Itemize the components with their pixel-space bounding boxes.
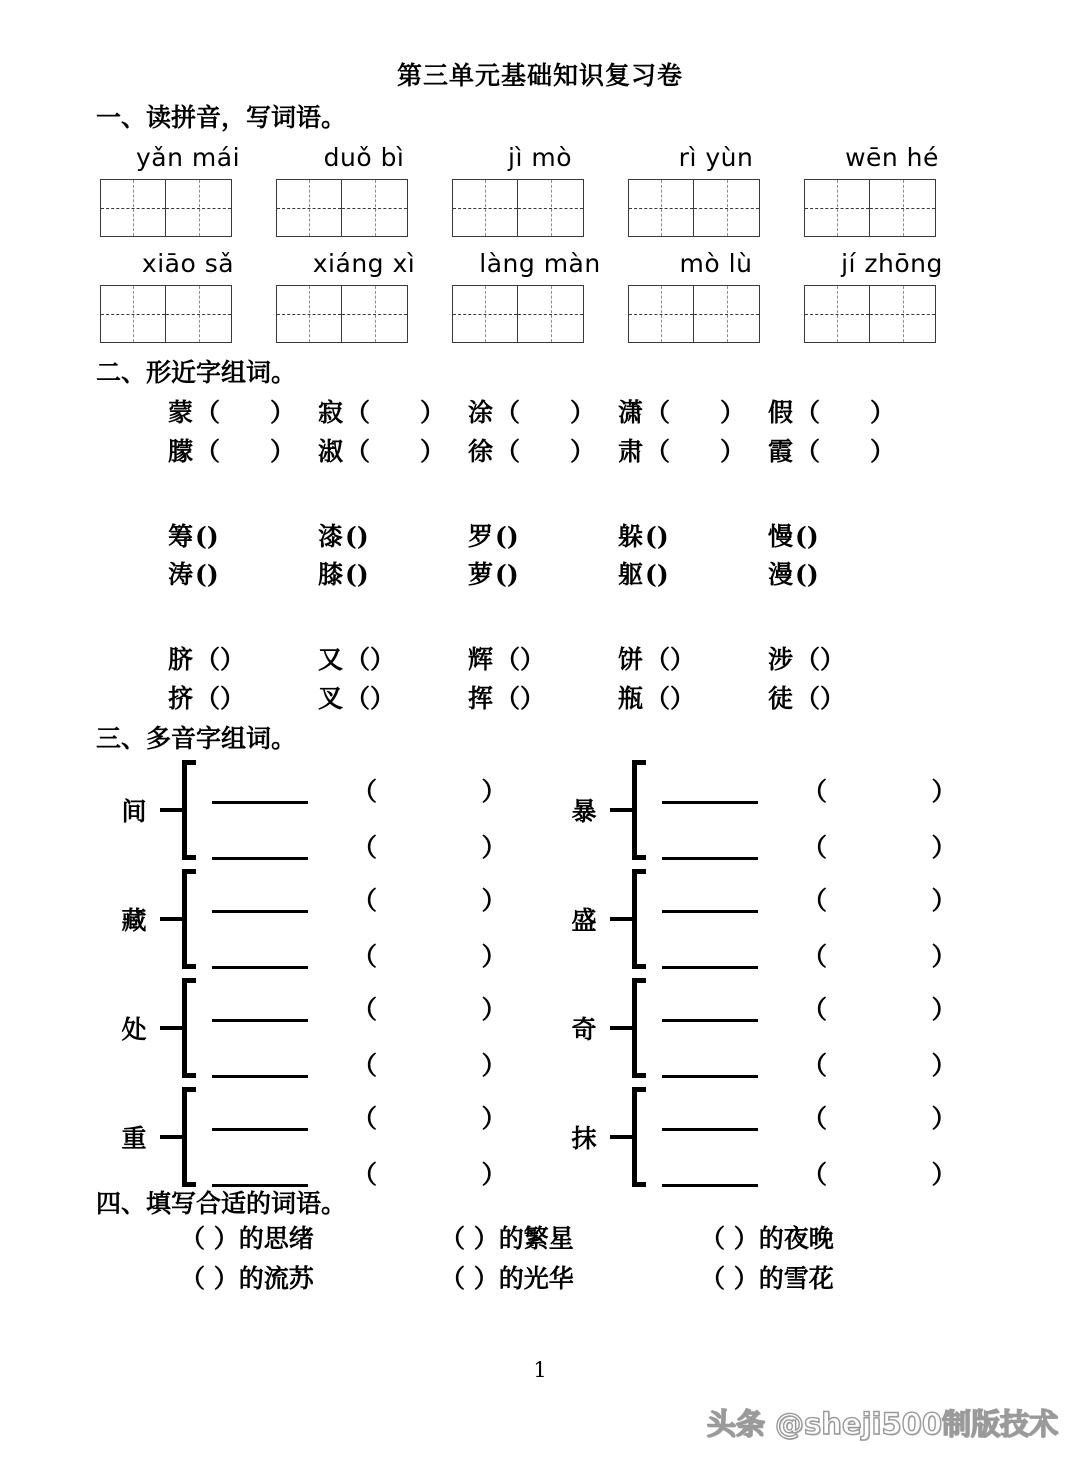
paren-close: ） bbox=[520, 683, 546, 713]
paren-open: ( bbox=[345, 521, 357, 551]
paren-close: ） bbox=[570, 436, 596, 466]
word-paren[interactable]: （ ） bbox=[352, 942, 507, 972]
similar-char-item[interactable] bbox=[468, 680, 618, 719]
tianzige-square[interactable] bbox=[694, 286, 759, 342]
tianzige-square[interactable] bbox=[805, 286, 870, 342]
similar-char-item[interactable] bbox=[168, 518, 318, 557]
word-paren[interactable]: （ ） bbox=[352, 995, 507, 1025]
similar-char-item[interactable] bbox=[768, 641, 918, 680]
similar-char-item[interactable] bbox=[318, 556, 468, 595]
bracket-stem bbox=[160, 917, 182, 921]
polyphone-char: 盛 bbox=[571, 906, 597, 936]
section-2-heading: 二、形近字组词。 bbox=[96, 357, 297, 387]
polyphone-char: 暴 bbox=[571, 797, 597, 827]
char-label: 朦 bbox=[168, 436, 194, 466]
bracket-icon bbox=[182, 760, 196, 860]
polyphone-answer-line[interactable] bbox=[212, 1034, 558, 1081]
tianzige-box[interactable] bbox=[100, 285, 232, 343]
bracket-stem bbox=[610, 1135, 632, 1139]
similar-char-item[interactable] bbox=[768, 680, 918, 719]
watermark: 头条 @sheji500制版技术 bbox=[706, 1407, 1058, 1441]
word-paren[interactable]: （ ） bbox=[802, 886, 957, 916]
page-number: 1 bbox=[533, 1358, 547, 1382]
tianzige-row-1 bbox=[100, 179, 980, 243]
tianzige-square[interactable] bbox=[518, 180, 583, 236]
char-label: 蒙 bbox=[168, 398, 194, 427]
paren-open: ( bbox=[195, 521, 207, 551]
fill-word-item[interactable]: （ ）的流苏 bbox=[180, 1264, 314, 1293]
paren-open: ( bbox=[345, 560, 357, 590]
polyphone-answer-line[interactable] bbox=[662, 760, 1008, 807]
paren-close: ） bbox=[520, 645, 546, 674]
paren-open: （ bbox=[795, 683, 821, 713]
similar-char-item[interactable] bbox=[468, 556, 618, 595]
section-1-body bbox=[0, 137, 1080, 349]
pinyin-blank[interactable] bbox=[662, 774, 758, 804]
polyphone-answer-line[interactable] bbox=[212, 1087, 558, 1134]
polyphone-char: 间 bbox=[121, 797, 147, 827]
tianzige-cell[interactable] bbox=[628, 179, 804, 237]
similar-char-item[interactable] bbox=[468, 394, 618, 433]
polyphone-unit[interactable] bbox=[558, 865, 1008, 974]
polyphone-answer-line[interactable] bbox=[662, 816, 1008, 863]
word-paren[interactable]: （ ） bbox=[352, 777, 507, 807]
similar-char-item[interactable] bbox=[468, 641, 618, 680]
similar-char-row[interactable] bbox=[168, 556, 1080, 595]
fill-word-row[interactable] bbox=[180, 1219, 1080, 1259]
paren-close: ) bbox=[806, 560, 819, 590]
char-label: 又 bbox=[318, 645, 344, 674]
paren-open: （ bbox=[345, 645, 371, 674]
word-paren[interactable]: （ ） bbox=[352, 886, 507, 916]
polyphone-row bbox=[108, 1083, 1008, 1192]
word-paren[interactable]: （ ） bbox=[802, 1160, 957, 1190]
tianzige-square[interactable] bbox=[629, 286, 694, 342]
tianzige-cell[interactable] bbox=[804, 179, 980, 237]
paren-open: （ bbox=[645, 683, 671, 713]
similar-char-item[interactable] bbox=[618, 394, 768, 433]
bracket-icon bbox=[632, 1087, 646, 1187]
char-label: 寂 bbox=[318, 398, 344, 427]
pinyin-blank[interactable] bbox=[212, 1157, 308, 1187]
similar-char-item[interactable] bbox=[168, 641, 318, 680]
section-3-heading: 三、多音字组词。 bbox=[96, 723, 297, 753]
char-label: 萝 bbox=[468, 560, 494, 590]
pinyin-blank[interactable] bbox=[212, 1101, 308, 1131]
paren-open: （ bbox=[795, 398, 821, 427]
paren-open: （ bbox=[195, 436, 221, 466]
bracket-icon bbox=[632, 760, 646, 860]
paren-close: ) bbox=[656, 560, 669, 590]
char-label: 涉 bbox=[768, 645, 794, 674]
paren-open: ( bbox=[645, 521, 657, 551]
pinyin-blank[interactable] bbox=[662, 1101, 758, 1131]
paren-close: ） bbox=[220, 645, 246, 674]
paren-close: ) bbox=[356, 560, 369, 590]
word-paren[interactable]: （ ） bbox=[802, 995, 957, 1025]
similar-char-item[interactable] bbox=[618, 556, 768, 595]
bracket-stem bbox=[160, 1026, 182, 1030]
similar-char-item[interactable] bbox=[318, 433, 468, 472]
polyphone-answer-line[interactable] bbox=[212, 1143, 558, 1190]
paren-open: （ bbox=[495, 683, 521, 713]
polyphone-row bbox=[108, 974, 1008, 1083]
char-label: 挤 bbox=[168, 683, 194, 713]
bracket-stem bbox=[160, 1135, 182, 1139]
pinyin-row-2 bbox=[100, 243, 980, 285]
paren-close: ） bbox=[270, 398, 296, 427]
paren-close: ） bbox=[670, 645, 696, 674]
pinyin-blank[interactable] bbox=[662, 939, 758, 969]
polyphone-answers bbox=[196, 1087, 558, 1190]
paren-close: ） bbox=[720, 436, 746, 466]
char-label: 瓶 bbox=[618, 683, 644, 713]
polyphone-answer-line[interactable] bbox=[662, 925, 1008, 972]
polyphone-answer-line[interactable] bbox=[662, 978, 1008, 1025]
paren-open: ( bbox=[195, 560, 207, 590]
pinyin-blank[interactable] bbox=[212, 1048, 308, 1078]
paren-open: （ bbox=[195, 398, 221, 427]
fill-word-item[interactable]: （ ）的思绪 bbox=[180, 1224, 314, 1253]
char-label: 涛 bbox=[168, 560, 194, 590]
polyphone-answer-line[interactable] bbox=[212, 925, 558, 972]
fill-word-item[interactable]: （ ）的繁星 bbox=[440, 1224, 574, 1253]
paren-open: （ bbox=[645, 645, 671, 674]
pinyin-label: wēn hé bbox=[845, 143, 939, 173]
polyphone-unit[interactable] bbox=[108, 865, 558, 974]
tianzige-square[interactable] bbox=[101, 286, 166, 342]
tianzige-cell[interactable] bbox=[452, 179, 628, 237]
similar-char-item[interactable] bbox=[468, 433, 618, 472]
paren-open: （ bbox=[495, 645, 521, 674]
polyphone-unit[interactable] bbox=[108, 756, 558, 865]
char-label: 罗 bbox=[468, 521, 494, 551]
polyphone-answers bbox=[196, 760, 558, 863]
tianzige-square[interactable] bbox=[453, 180, 518, 236]
tianzige-square[interactable] bbox=[694, 180, 759, 236]
polyphone-answers bbox=[646, 760, 1008, 863]
pinyin-label: jì mò bbox=[508, 143, 572, 173]
tianzige-square[interactable] bbox=[166, 180, 231, 236]
similar-char-item[interactable] bbox=[618, 641, 768, 680]
paren-close: ） bbox=[220, 683, 246, 713]
tianzige-square[interactable] bbox=[342, 180, 407, 236]
char-label: 慢 bbox=[768, 521, 794, 551]
polyphone-answers bbox=[196, 869, 558, 972]
tianzige-cell[interactable] bbox=[100, 179, 276, 237]
char-label: 漆 bbox=[318, 521, 344, 551]
similar-char-item[interactable] bbox=[318, 641, 468, 680]
char-label: 辉 bbox=[468, 645, 494, 674]
similar-char-item[interactable] bbox=[168, 394, 318, 433]
similar-char-item[interactable] bbox=[768, 394, 918, 433]
pinyin-blank[interactable] bbox=[212, 939, 308, 969]
section-1-heading: 一、读拼音，写词语。 bbox=[96, 102, 347, 132]
fill-word-item[interactable]: （ ）的光华 bbox=[440, 1264, 574, 1293]
tianzige-box[interactable] bbox=[628, 285, 760, 343]
polyphone-row bbox=[108, 865, 1008, 974]
bracket-icon bbox=[182, 1087, 196, 1187]
paren-open: ( bbox=[795, 521, 807, 551]
pinyin-label: rì yùn bbox=[678, 143, 754, 173]
pinyin-blank[interactable] bbox=[662, 883, 758, 913]
char-label: 漫 bbox=[768, 560, 794, 590]
polyphone-unit[interactable] bbox=[108, 1083, 558, 1192]
tianzige-square[interactable] bbox=[453, 286, 518, 342]
similar-char-row[interactable] bbox=[168, 518, 1080, 557]
polyphone-unit[interactable] bbox=[108, 974, 558, 1083]
similar-char-item[interactable] bbox=[168, 680, 318, 719]
polyphone-unit[interactable] bbox=[558, 1083, 1008, 1192]
paren-open: （ bbox=[645, 398, 671, 427]
tianzige-square[interactable] bbox=[166, 286, 231, 342]
paren-open: （ bbox=[195, 683, 221, 713]
word-paren[interactable]: （ ） bbox=[352, 1051, 507, 1081]
polyphone-char: 重 bbox=[121, 1124, 147, 1154]
polyphone-row bbox=[108, 756, 1008, 865]
paren-close: ） bbox=[370, 645, 396, 674]
paren-open: （ bbox=[795, 436, 821, 466]
paren-open: （ bbox=[345, 398, 371, 427]
pinyin-blank[interactable] bbox=[662, 1048, 758, 1078]
char-label: 淑 bbox=[318, 436, 344, 466]
tianzige-cell[interactable] bbox=[452, 285, 628, 343]
pinyin-blank[interactable] bbox=[212, 830, 308, 860]
tianzige-row-2 bbox=[100, 285, 980, 349]
bracket-stem bbox=[610, 1026, 632, 1030]
similar-char-group-3 bbox=[0, 641, 1080, 719]
polyphone-char: 奇 bbox=[571, 1015, 597, 1045]
tianzige-square[interactable] bbox=[518, 286, 583, 342]
paren-open: （ bbox=[345, 436, 371, 466]
similar-char-row[interactable] bbox=[168, 641, 1080, 680]
word-paren[interactable]: （ ） bbox=[802, 1051, 957, 1081]
similar-char-item[interactable] bbox=[618, 518, 768, 557]
pinyin-label: mò lù bbox=[679, 249, 753, 279]
paren-close: ） bbox=[820, 645, 846, 674]
bracket-icon bbox=[632, 978, 646, 1078]
pinyin-label: làng màn bbox=[479, 249, 601, 279]
paren-close: ) bbox=[206, 560, 219, 590]
bracket-stem bbox=[610, 917, 632, 921]
polyphone-answer-line[interactable] bbox=[212, 760, 558, 807]
char-label: 膝 bbox=[318, 560, 344, 590]
tianzige-box[interactable] bbox=[276, 179, 408, 237]
word-paren[interactable]: （ ） bbox=[352, 1104, 507, 1134]
paren-close: ） bbox=[820, 683, 846, 713]
tianzige-cell[interactable] bbox=[276, 179, 452, 237]
paren-close: ) bbox=[656, 521, 669, 551]
tianzige-box[interactable] bbox=[804, 179, 936, 237]
tianzige-square[interactable] bbox=[870, 286, 935, 342]
tianzige-box[interactable] bbox=[452, 179, 584, 237]
fill-word-row[interactable] bbox=[180, 1259, 1080, 1299]
polyphone-char: 抹 bbox=[571, 1124, 597, 1154]
paren-open: （ bbox=[495, 398, 521, 427]
char-label: 潇 bbox=[618, 398, 644, 427]
paren-open: （ bbox=[795, 645, 821, 674]
similar-char-item[interactable] bbox=[618, 433, 768, 472]
paren-close: ） bbox=[370, 683, 396, 713]
polyphone-answers bbox=[646, 1087, 1008, 1190]
pinyin-label: duǒ bì bbox=[323, 143, 405, 173]
pinyin-label: yǎn mái bbox=[135, 143, 241, 173]
tianzige-cell[interactable] bbox=[100, 285, 276, 343]
similar-char-row[interactable] bbox=[168, 394, 1080, 433]
polyphone-answer-line[interactable] bbox=[212, 869, 558, 916]
spacer bbox=[0, 595, 1080, 635]
paren-close: ） bbox=[270, 436, 296, 466]
pinyin-label: xiáng xì bbox=[312, 249, 416, 279]
tianzige-box[interactable] bbox=[276, 285, 408, 343]
similar-char-row[interactable] bbox=[168, 433, 1080, 472]
char-label: 徒 bbox=[768, 683, 794, 713]
polyphone-answer-line[interactable] bbox=[662, 1087, 1008, 1134]
similar-char-item[interactable] bbox=[768, 433, 918, 472]
paren-close: ) bbox=[356, 521, 369, 551]
char-label: 涂 bbox=[468, 398, 494, 427]
paren-close: ） bbox=[420, 436, 446, 466]
bracket-icon bbox=[182, 978, 196, 1078]
char-label: 脐 bbox=[168, 645, 194, 674]
paren-close: ) bbox=[506, 521, 519, 551]
similar-char-item[interactable] bbox=[468, 518, 618, 557]
char-label: 霞 bbox=[768, 436, 794, 466]
polyphone-answers bbox=[646, 869, 1008, 972]
paren-open: ( bbox=[795, 560, 807, 590]
paren-open: ( bbox=[645, 560, 657, 590]
page-title: 第三单元基础知识复习卷 bbox=[396, 61, 683, 90]
polyphone-unit[interactable] bbox=[558, 974, 1008, 1083]
paren-close: ） bbox=[570, 398, 596, 427]
paren-close: ） bbox=[870, 398, 896, 427]
polyphone-char: 处 bbox=[121, 1015, 147, 1045]
polyphone-answer-line[interactable] bbox=[662, 1143, 1008, 1190]
similar-char-item[interactable] bbox=[618, 680, 768, 719]
pinyin-blank[interactable] bbox=[212, 992, 308, 1022]
tianzige-box[interactable] bbox=[804, 285, 936, 343]
polyphone-answers bbox=[196, 978, 558, 1081]
similar-char-item[interactable] bbox=[318, 518, 468, 557]
bracket-stem bbox=[610, 808, 632, 812]
paren-close: ) bbox=[206, 521, 219, 551]
bracket-icon bbox=[632, 869, 646, 969]
tianzige-square[interactable] bbox=[277, 180, 342, 236]
spacer bbox=[0, 472, 1080, 512]
pinyin-blank[interactable] bbox=[662, 992, 758, 1022]
paren-close: ） bbox=[670, 683, 696, 713]
similar-char-group-2 bbox=[0, 518, 1080, 596]
tianzige-square[interactable] bbox=[870, 180, 935, 236]
similar-char-item[interactable] bbox=[168, 556, 318, 595]
word-paren[interactable]: （ ） bbox=[802, 833, 957, 863]
polyphone-unit[interactable] bbox=[558, 756, 1008, 865]
similar-char-item[interactable] bbox=[318, 680, 468, 719]
tianzige-square[interactable] bbox=[629, 180, 694, 236]
paren-open: （ bbox=[345, 683, 371, 713]
char-label: 筹 bbox=[168, 521, 194, 551]
polyphone-answer-line[interactable] bbox=[662, 869, 1008, 916]
paren-close: ） bbox=[420, 398, 446, 427]
polyphone-answers bbox=[646, 978, 1008, 1081]
paren-open: （ bbox=[645, 436, 671, 466]
section-4-heading: 四、填写合适的词语。 bbox=[96, 1188, 347, 1218]
fill-word-item[interactable]: （ ）的雪花 bbox=[700, 1264, 834, 1293]
paren-close: ） bbox=[870, 436, 896, 466]
tianzige-box[interactable] bbox=[628, 179, 760, 237]
pinyin-label: xiāo sǎ bbox=[141, 249, 235, 279]
tianzige-box[interactable] bbox=[100, 179, 232, 237]
tianzige-square[interactable] bbox=[805, 180, 870, 236]
pinyin-blank[interactable] bbox=[212, 774, 308, 804]
char-label: 挥 bbox=[468, 683, 494, 713]
char-label: 躲 bbox=[618, 521, 644, 551]
paren-close: ) bbox=[506, 560, 519, 590]
tianzige-cell[interactable] bbox=[276, 285, 452, 343]
polyphone-answer-line[interactable] bbox=[662, 1034, 1008, 1081]
bracket-icon bbox=[182, 869, 196, 969]
polyphone-char: 藏 bbox=[121, 906, 147, 936]
polyphone-answer-line[interactable] bbox=[212, 816, 558, 863]
similar-char-item[interactable] bbox=[168, 433, 318, 472]
char-label: 饼 bbox=[618, 645, 644, 674]
pinyin-blank[interactable] bbox=[662, 830, 758, 860]
pinyin-row-1 bbox=[100, 137, 980, 179]
paren-open: ( bbox=[495, 560, 507, 590]
paren-close: ) bbox=[806, 521, 819, 551]
char-label: 肃 bbox=[618, 436, 644, 466]
tianzige-cell[interactable] bbox=[628, 285, 804, 343]
word-paren[interactable]: （ ） bbox=[352, 1160, 507, 1190]
paren-open: ( bbox=[495, 521, 507, 551]
tianzige-cell[interactable] bbox=[804, 285, 980, 343]
paren-open: （ bbox=[195, 645, 221, 674]
section-3-body bbox=[0, 756, 1080, 1192]
paren-open: （ bbox=[495, 436, 521, 466]
char-label: 躯 bbox=[618, 560, 644, 590]
char-label: 叉 bbox=[318, 683, 344, 713]
section-4-body bbox=[0, 1219, 1080, 1299]
tianzige-box[interactable] bbox=[452, 285, 584, 343]
word-paren[interactable]: （ ） bbox=[352, 833, 507, 863]
pinyin-label: jí zhōng bbox=[841, 249, 943, 279]
tianzige-square[interactable] bbox=[277, 286, 342, 342]
word-paren[interactable]: （ ） bbox=[802, 1104, 957, 1134]
fill-word-item[interactable]: （ ）的夜晚 bbox=[700, 1224, 834, 1253]
similar-char-row[interactable] bbox=[168, 680, 1080, 719]
polyphone-answer-line[interactable] bbox=[212, 978, 558, 1025]
char-label: 徐 bbox=[468, 436, 494, 466]
similar-char-item[interactable] bbox=[768, 518, 918, 557]
similar-char-group-1 bbox=[0, 394, 1080, 472]
tianzige-square[interactable] bbox=[101, 180, 166, 236]
paren-close: ） bbox=[720, 398, 746, 427]
pinyin-blank[interactable] bbox=[212, 883, 308, 913]
char-label: 假 bbox=[768, 398, 794, 427]
tianzige-square[interactable] bbox=[342, 286, 407, 342]
similar-char-item[interactable] bbox=[318, 394, 468, 433]
similar-char-item[interactable] bbox=[768, 556, 918, 595]
word-paren[interactable]: （ ） bbox=[802, 942, 957, 972]
word-paren[interactable]: （ ） bbox=[802, 777, 957, 807]
bracket-stem bbox=[160, 808, 182, 812]
pinyin-blank[interactable] bbox=[662, 1157, 758, 1187]
